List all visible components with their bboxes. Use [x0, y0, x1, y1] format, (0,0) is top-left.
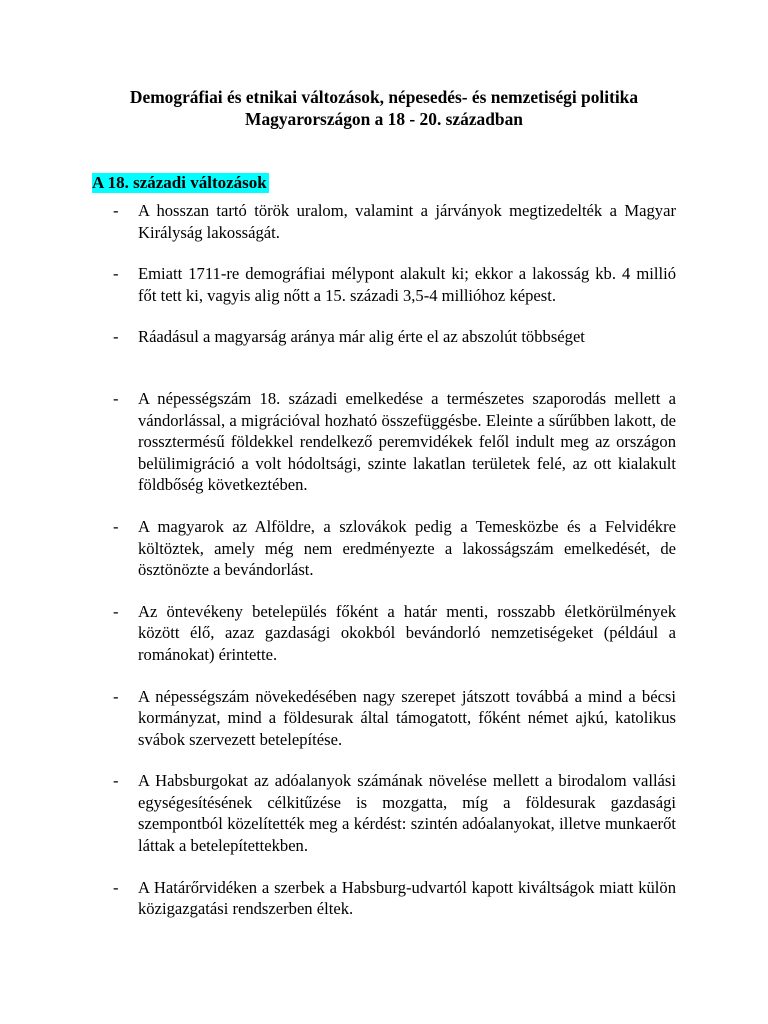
bullet-list	[92, 200, 676, 920]
section-heading-highlight: A 18. századi változások	[92, 173, 267, 192]
list-item-text: A Határőrvidéken a szerbek a Habsburg-udvartól kapott kiváltságok miatt külön közigazgatási rendszerben éltek.	[138, 877, 676, 919]
list-item	[92, 516, 676, 581]
bullet-dash: -	[113, 327, 119, 347]
title-line-1: Demográfiai és etnikai változások, népesedés- és nemzetiségi politika	[129, 87, 639, 107]
bullet-dash: -	[113, 388, 119, 408]
list-item	[92, 263, 676, 306]
list-item-text: A Habsburgokat az adóalanyok számának növelése mellett a birodalom vallási egységesítésének célkitűzése is mozgatta, míg a földesurak gazdasági szempontból közelítették meg a kérdést: szintén adóalanyokat, illetve munkaerőt láttak a betelepítettekben.	[138, 771, 676, 856]
list-item	[92, 200, 676, 243]
bullet-dash: -	[113, 516, 119, 536]
bullet-dash: -	[113, 877, 119, 897]
list-item-text: A népességszám 18. századi emelkedése a természetes szaporodás mellett a vándorlással, a migrációval hozható összefüggésbe. Eleinte a sűrűbben lakott, de rossztermésű földekkel rendelkező peremvidékek felől indult meg az országon belülimigráció a volt hódoltsági, szinte lakatlan területek felé, az ott kialakult földbőség következtében.	[138, 388, 676, 495]
list-item	[92, 770, 676, 856]
list-item	[92, 877, 676, 920]
list-item-text: Emiatt 1711-re demográfiai mélypont alakult ki; ekkor a lakosság kb. 4 millió főt tett ki, vagyis alig nőtt a 15. századi 3,5-4 millióhoz képest.	[138, 264, 676, 305]
bullet-dash: -	[113, 264, 119, 284]
bullet-dash: -	[113, 201, 119, 220]
list-item-text: Ráadásul a magyarság aránya már alig érte el az abszolút többséget	[138, 327, 585, 347]
list-item	[92, 601, 676, 666]
title-line-2: Magyarországon a 18 - 20. században	[245, 109, 523, 129]
bullet-dash: -	[113, 601, 119, 621]
list-item	[92, 686, 676, 751]
section-heading	[92, 172, 676, 194]
list-item-text: A hosszan tartó török uralom, valamint a járványok megtizedelték a Magyar Királyság lakosságát.	[138, 201, 676, 242]
list-item	[92, 388, 676, 496]
bullet-dash: -	[113, 686, 119, 706]
list-item	[92, 326, 676, 348]
list-item-text: A népességszám növekedésében nagy szerepet játszott továbbá a mind a bécsi kormányzat, mind a földesurak által támogatott, főként német ajkú, katolikus svábok szervezett betelepítése.	[138, 686, 676, 749]
document-title	[92, 86, 676, 130]
list-item-text: A magyarok az Alföldre, a szlovákok pedig a Temesközbe és a Felvidékre költöztek, amely még nem eredményezte a lakosságszám emelkedését, de ösztönözte a bevándorlást.	[138, 516, 676, 580]
list-item-text: Az öntevékeny betelepülés főként a határ menti, rosszabb életkörülmények között élő, azaz gazdasági okokból bevándorló nemzetiségeket (például a románokat) érintette.	[138, 601, 676, 664]
bullet-dash: -	[113, 771, 119, 791]
